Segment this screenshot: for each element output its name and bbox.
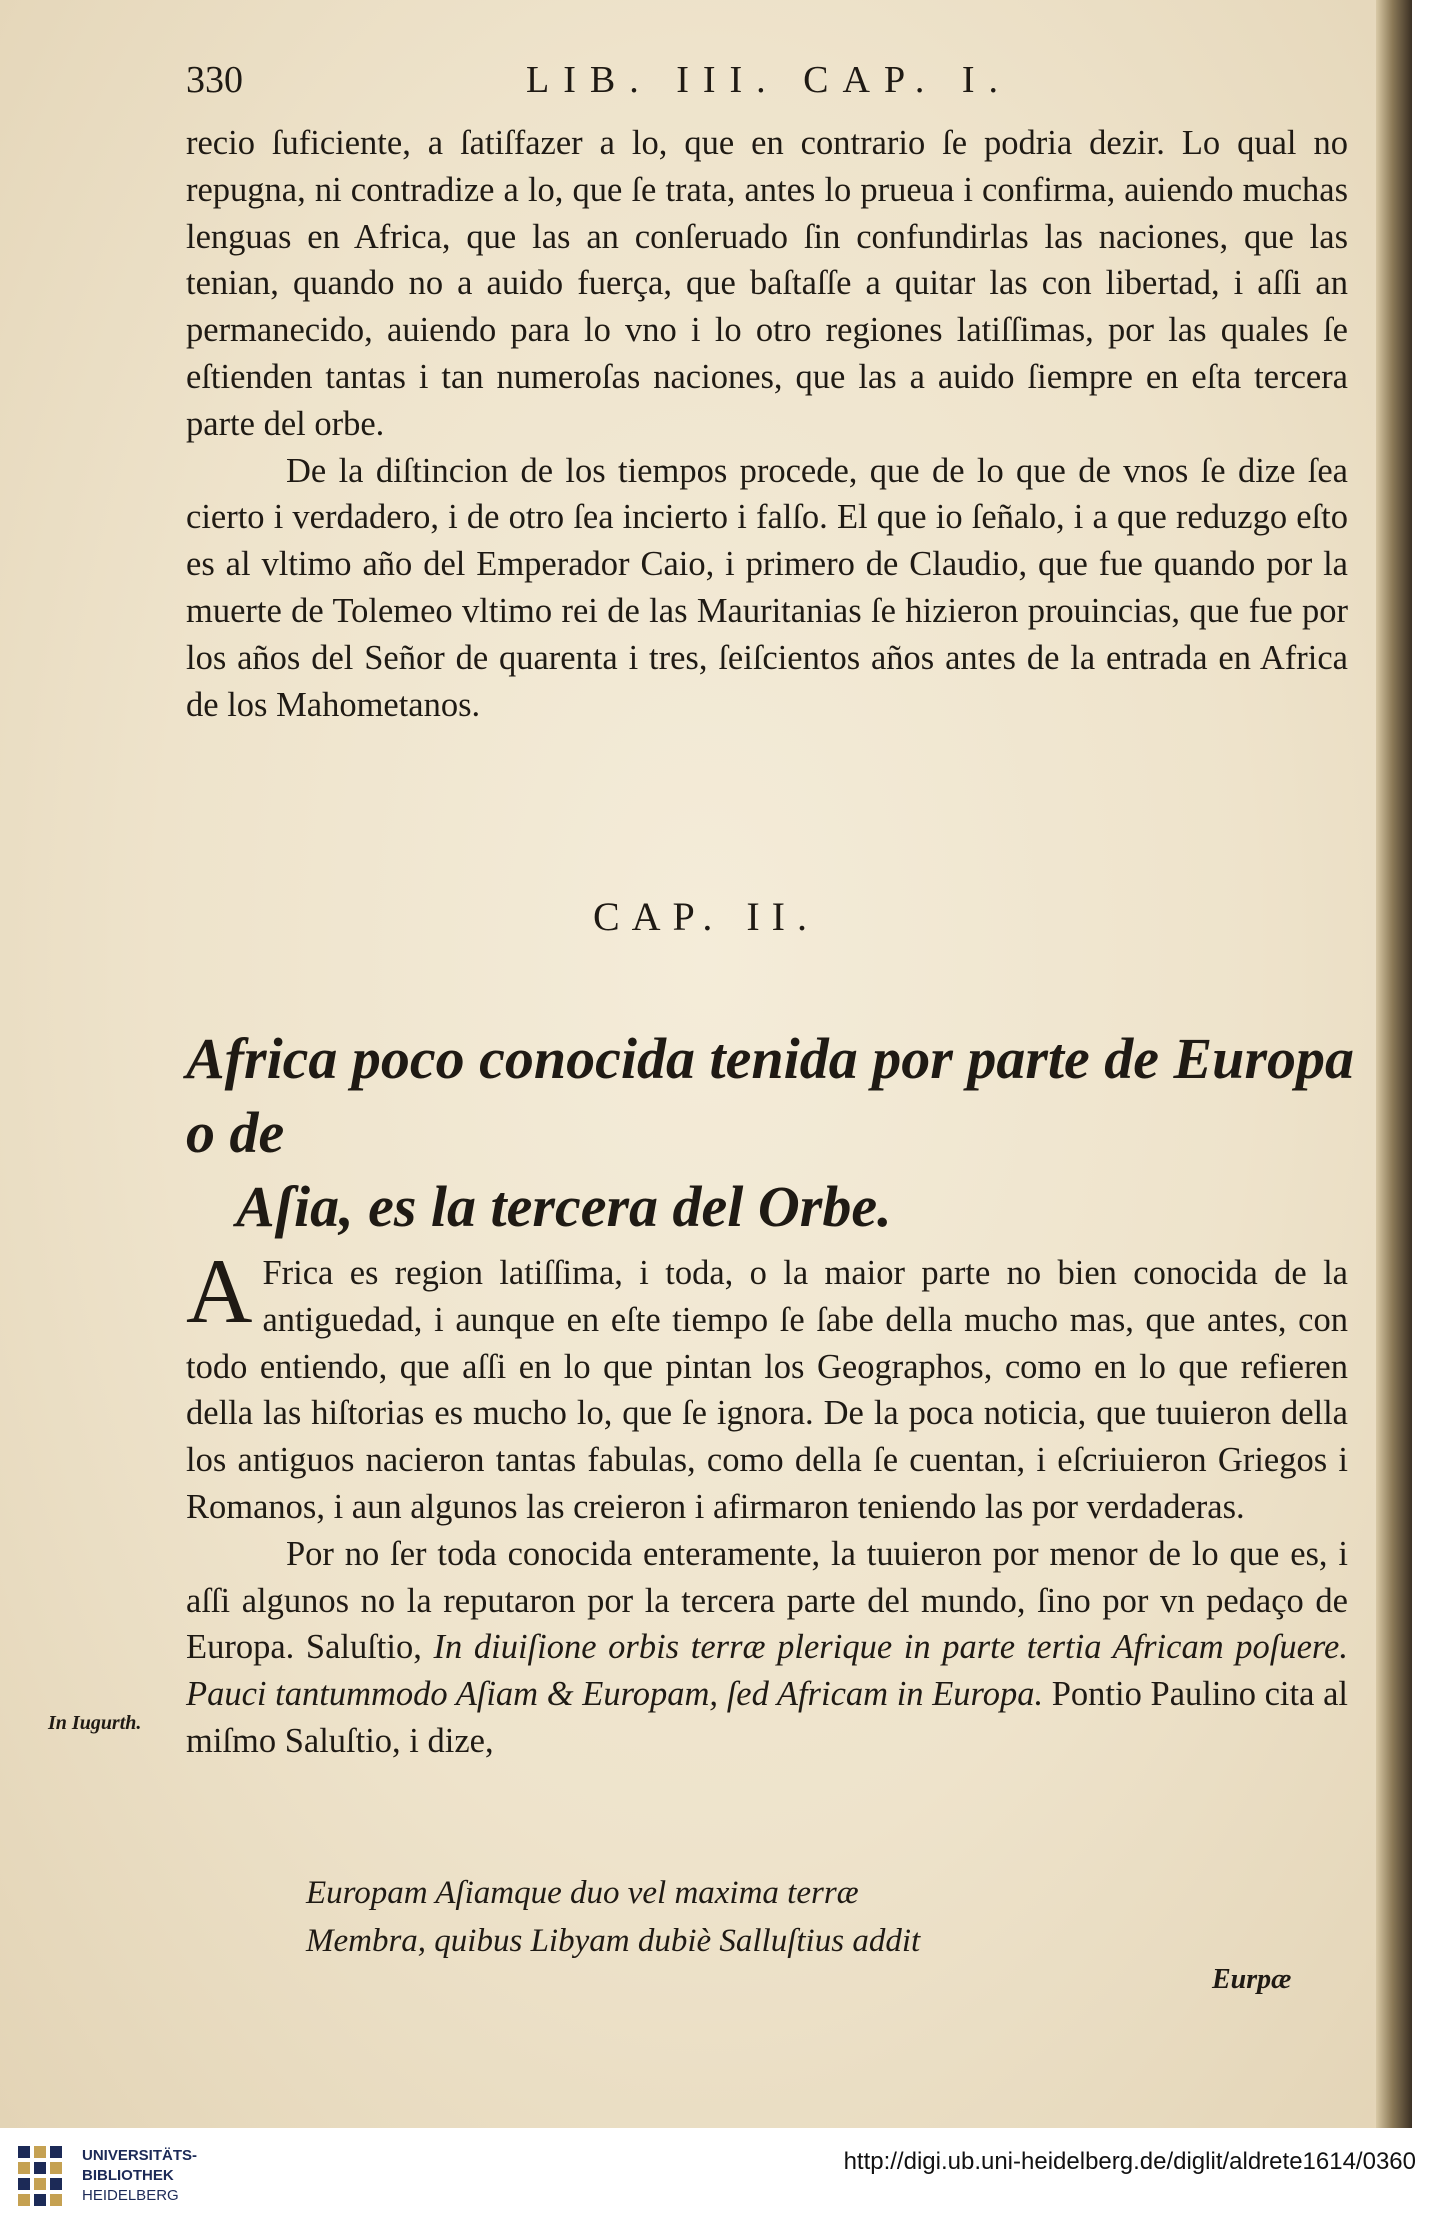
chapter-title xyxy=(186,1022,1366,1244)
library-name xyxy=(82,2146,197,2206)
latin-quote: In diuiſione orbis terræ plerique in parte tertia Africam poſuere. Pauci tantummodo Aſiam & Europam, ſed Africam in Europa. xyxy=(186,1628,1348,1714)
paragraph xyxy=(186,1240,1348,1531)
chapter-heading: CAP. II. xyxy=(592,894,820,939)
paragraph-body: Por no ſer toda conocida enteramente, la tuuieron por menor de lo que es, i aſſi algunos no la reputaron por la tercera parte del mundo, ſino por vn pedaço de Europa. Saluſtio, xyxy=(186,1534,1348,1667)
paragraph xyxy=(186,1531,1348,1765)
drop-cap: A xyxy=(186,1240,253,1342)
section1-text xyxy=(186,120,1348,728)
margin-note: In Iugurth. xyxy=(48,1712,142,1734)
chapter-title-line2: Aſia, es la tercera del Orbe. xyxy=(236,1174,892,1239)
running-header xyxy=(186,58,1346,108)
page-number: 330 xyxy=(186,59,243,101)
verse-line-1: Europam Aſiamque duo vel maxima terræ xyxy=(306,1875,859,1911)
library-name-line: UNIVERSITÄTS- xyxy=(82,2147,198,2164)
source-url-link[interactable]: http://digi.ub.uni-heidelberg.de/diglit/aldrete1614/0360 xyxy=(843,2148,1416,2175)
chapter-title-line1: Africa poco conocida tenida por parte de Europa o de xyxy=(186,1026,1355,1165)
paragraph-body: Pontio Paulino cita al miſmo Saluſtio, i dize, xyxy=(186,1675,1348,1760)
running-head: LIB. III. CAP. I. xyxy=(526,59,1013,101)
verse-line-2: Membra, quibus Libyam dubiè Salluſtius addit xyxy=(306,1923,921,1959)
footer-bar xyxy=(0,2128,1438,2235)
library-name-line: BIBLIOTHEK xyxy=(82,2167,174,2184)
library-name-line: HEIDELBERG xyxy=(82,2187,179,2204)
catchword: Eurpæ xyxy=(1212,1964,1292,1995)
university-library-logo-icon xyxy=(14,2140,70,2222)
paragraph: recio ſuficiente, a ſatiſfazer a lo, que en contrario ſe podria dezir. Lo qual no repugna, ni contradize a lo, que ſe trata, antes lo prueua i confirma, auiendo muchas lenguas en Africa, que las an conſeruado ſin confundirlas las naciones, que las tenian, quando no a auido fuerça, que baſtaſſe a quitar las con libertad, i aſſi an permanecido, auiendo para lo vno i lo otro regiones latiſſimas, por las quales ſe eſtienden tantas i tan numeroſas naciones, que las a auido ſiempre en eſta tercera parte del orbe. xyxy=(186,124,1348,443)
section2-text xyxy=(186,1240,1348,1765)
paragraph-body: Frica es region latiſſima, i toda, o la maior parte no bien conocida de la antiguedad, i aunque en eſte tiempo ſe ſabe della mucho mas, que antes, con todo entiendo, que aſſi en lo que pintan los Geographos, como en lo que refieren della las hiſtorias es mucho lo, que ſe ignora. De la poca noticia, que tuuieron della los antiguos nacieron tantas fabulas, como della ſe cuentan, i eſcriuieron Griegos i Romanos, i aun algunos las creieron i afirmaron teniendo las por verdaderas. xyxy=(186,1254,1348,1526)
book-binding-edge xyxy=(1376,0,1412,2128)
paragraph: De la diſtincion de los tiempos procede, que de lo que de vnos ſe dize ſea cierto i verdadero, i de otro ſea incierto i falſo. El que io ſeñalo, i a que reduzgo eſto es al vltimo año del Emperador Caio, i primero de Claudio, que fue quando por la muerte de Tolemeo vltimo rei de las Mauritanias ſe hizieron prouincias, que fue por los años del Señor de quarenta i tres, ſeiſcientos años antes de la entrada en Africa de los Mahometanos. xyxy=(186,451,1348,724)
